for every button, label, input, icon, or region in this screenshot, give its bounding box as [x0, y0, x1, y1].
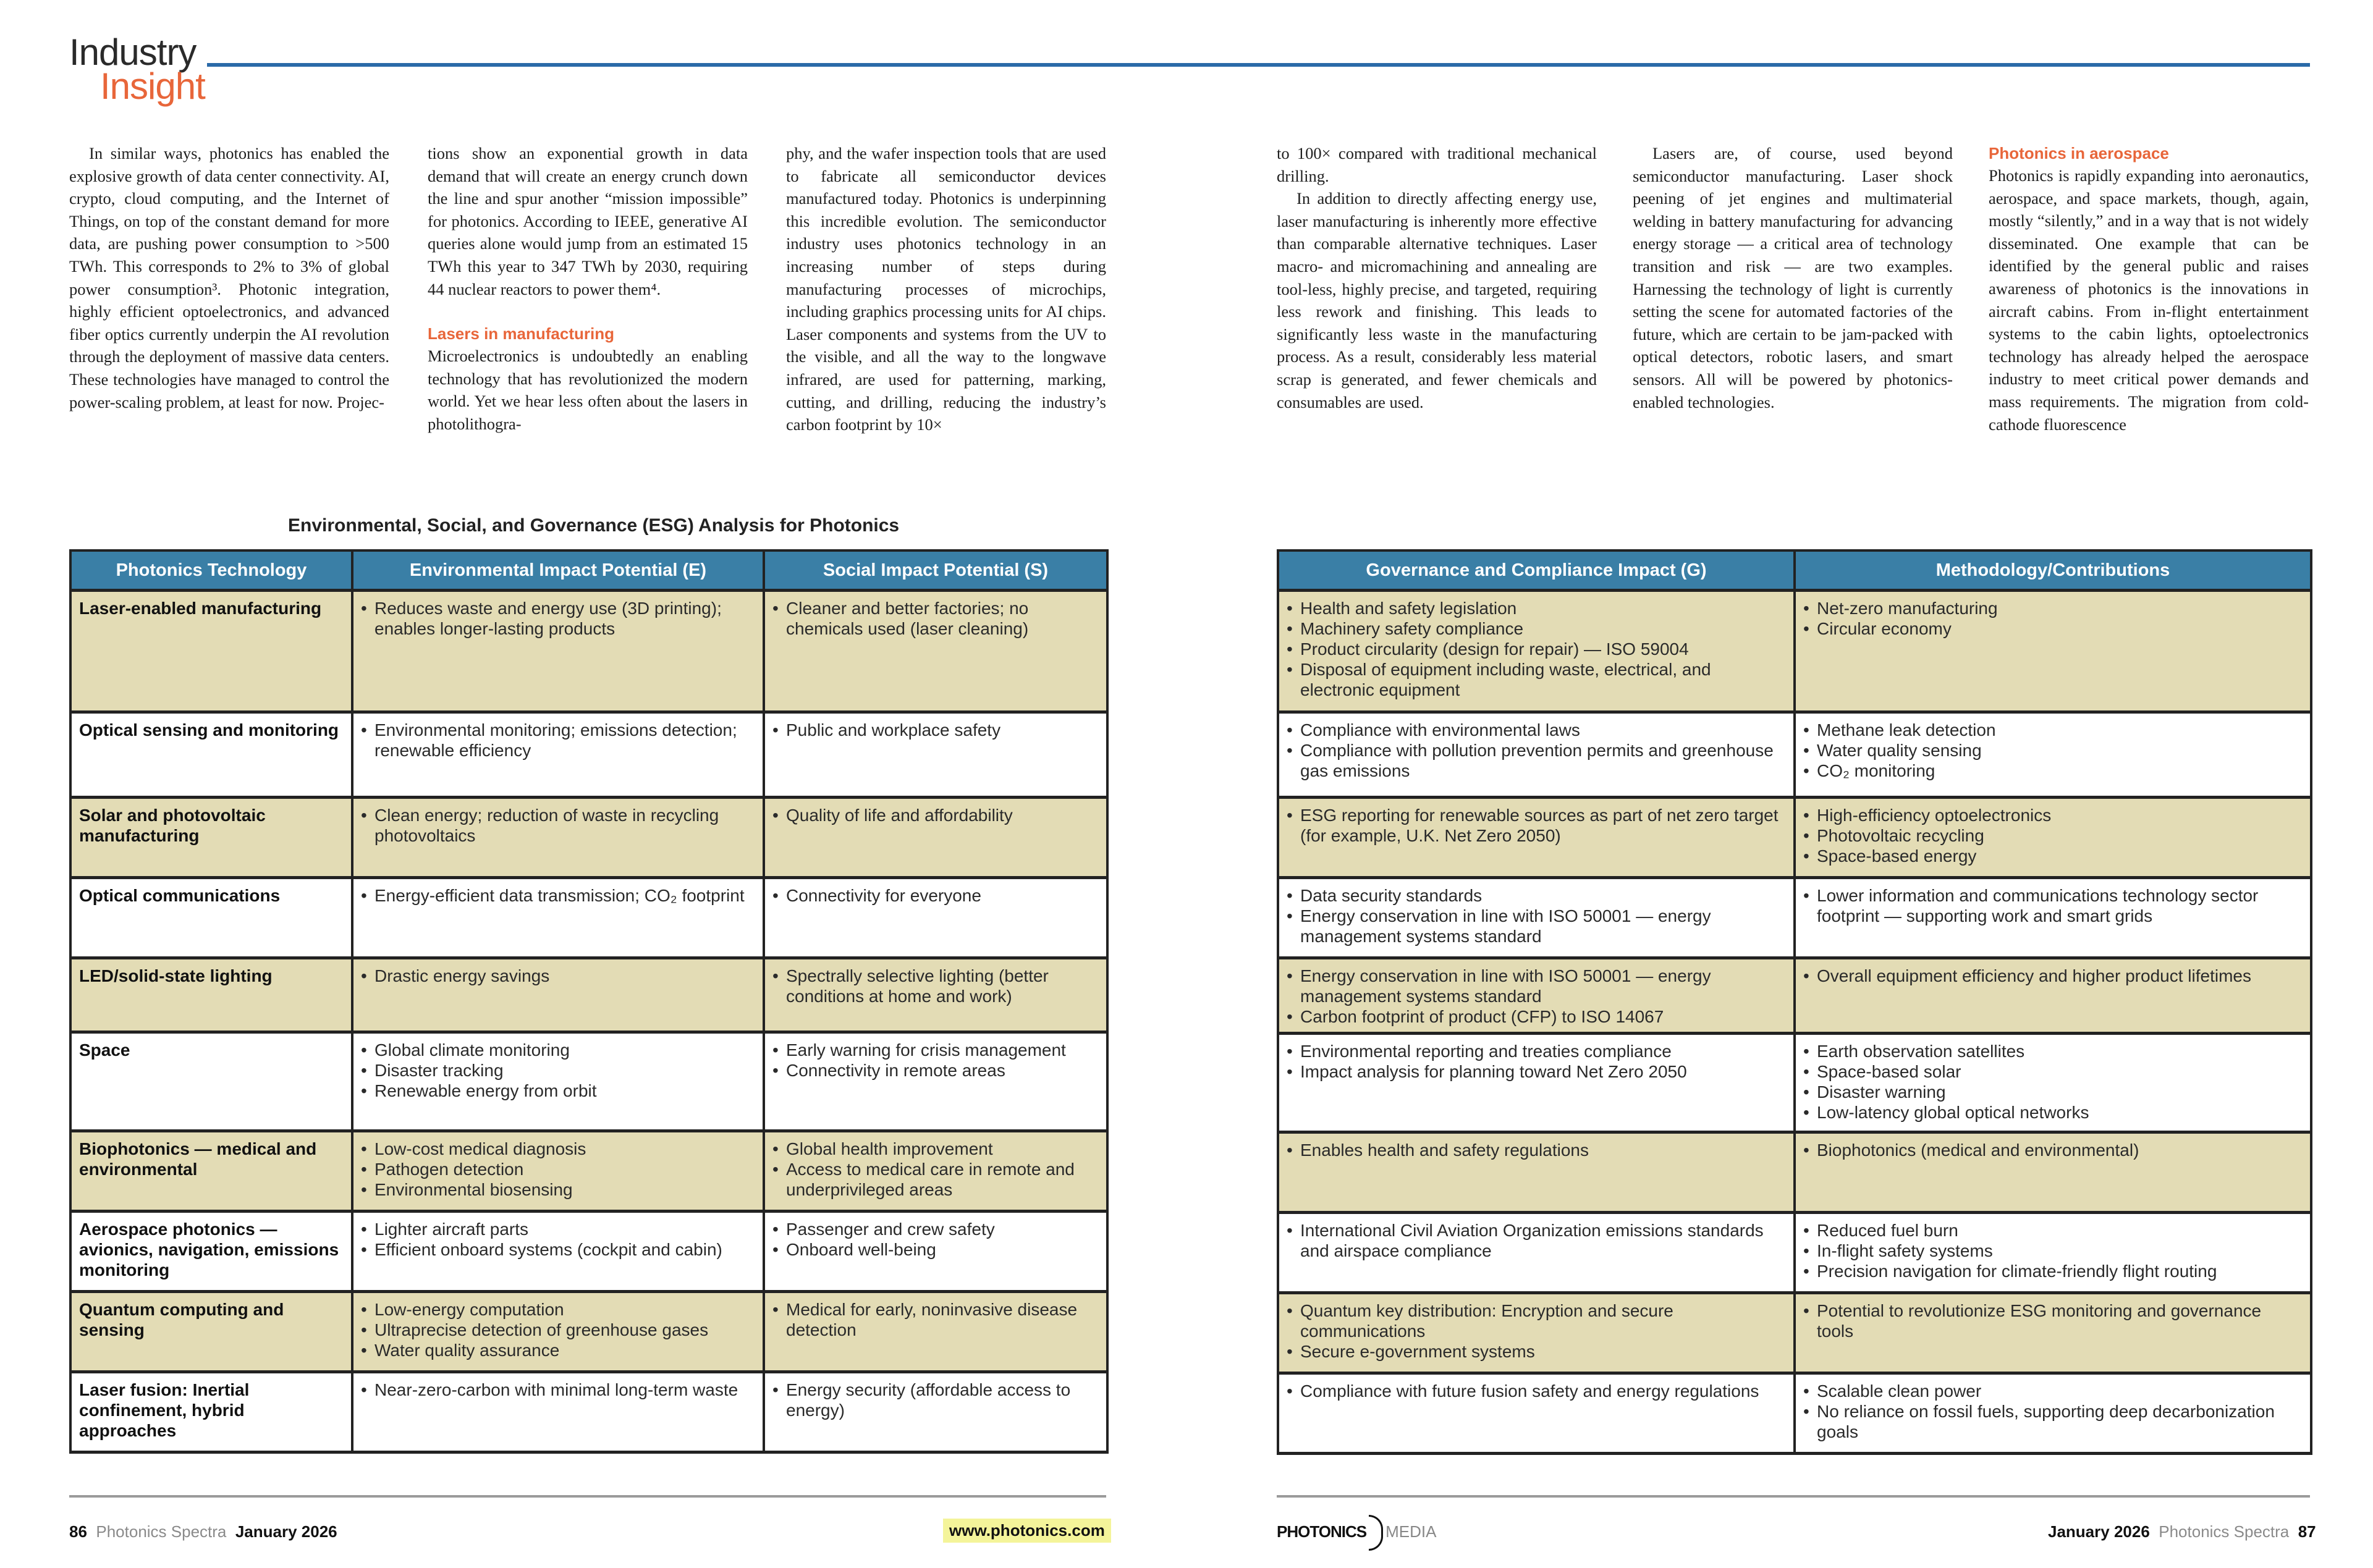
bullet-item: • Product circularity (design for repair) — ISO 59004	[1287, 639, 1786, 659]
text-column-5	[1633, 142, 1953, 413]
text-column-6	[1989, 142, 2309, 436]
esg-table-right	[1277, 549, 2312, 1455]
table-row	[1278, 1293, 2311, 1373]
bullet-item: • Energy conservation in line with ISO 50001 — energy management systems standard	[1287, 966, 1786, 1006]
environmental-cell	[352, 878, 764, 958]
page-number-left: 86	[69, 1522, 87, 1541]
text-column-2	[428, 142, 748, 436]
table-row	[70, 1212, 1107, 1292]
table-row	[70, 1131, 1107, 1212]
bullet-item: • Renewable energy from orbit	[361, 1081, 755, 1101]
environmental-cell	[352, 712, 764, 798]
technology-cell: LED/solid-state lighting	[70, 958, 352, 1032]
governance-cell	[1278, 1293, 1795, 1373]
bullet-item: • Ultraprecise detection of greenhouse gases	[361, 1320, 755, 1340]
magazine-name: Photonics Spectra	[96, 1522, 227, 1541]
bullet-item: • Impact analysis for planning toward Net Zero 2050	[1287, 1061, 1786, 1082]
table-row	[1278, 1132, 2311, 1213]
bullet-item: • Energy-efficient data transmission; CO₂ footprint	[361, 885, 755, 906]
bullet-item: • Scalable clean power	[1803, 1381, 2303, 1401]
table-row	[1278, 958, 2311, 1034]
bullet-item: • Low-cost medical diagnosis	[361, 1139, 755, 1159]
technology-cell: Quantum computing and sensing	[70, 1292, 352, 1372]
header-rule	[207, 63, 2310, 67]
technology-cell: Laser-enabled manufacturing	[70, 591, 352, 712]
table-row	[70, 798, 1107, 878]
bullet-item: • Enables health and safety regulations	[1287, 1140, 1786, 1160]
methodology-cell	[1795, 591, 2311, 712]
technology-cell: Aerospace photonics — avionics, navigation, emissions monitoring	[70, 1212, 352, 1292]
environmental-cell	[352, 958, 764, 1032]
table-row	[1278, 712, 2311, 798]
methodology-cell	[1795, 958, 2311, 1034]
logo-photonics: PHOTONICS	[1277, 1522, 1367, 1541]
governance-cell	[1278, 1373, 1795, 1454]
subheading-photonics-in-aerospace: Photonics in aerospace	[1989, 144, 2169, 162]
bullet-item: • Environmental biosensing	[361, 1179, 755, 1200]
methodology-cell	[1795, 798, 2311, 878]
methodology-cell	[1795, 878, 2311, 958]
bullet-item: • Lower information and communications technology sector footprint — supporting work and smart grids	[1803, 885, 2303, 926]
bullet-item: • Overall equipment efficiency and higher product lifetimes	[1803, 966, 2303, 986]
issue-date: January 2026	[2048, 1522, 2150, 1541]
logo-bracket-icon	[1369, 1515, 1383, 1551]
bullet-item: • CO₂ monitoring	[1803, 761, 2303, 781]
text-column-3	[786, 142, 1106, 436]
bullet-item: • Access to medical care in remote and underprivileged areas	[772, 1159, 1099, 1200]
bullet-item: • Onboard well-being	[772, 1239, 1099, 1260]
bullet-item: • Net-zero manufacturing	[1803, 598, 2303, 618]
photonics-media-logo	[1277, 1515, 1436, 1551]
bullet-item: • Low-latency global optical networks	[1803, 1102, 2303, 1123]
governance-cell	[1278, 591, 1795, 712]
technology-cell: Laser fusion: Inertial confinement, hybrid approaches	[70, 1372, 352, 1452]
footer-rule-left	[69, 1495, 1106, 1498]
bullet-item: • Energy security (affordable access to energy)	[772, 1380, 1099, 1420]
bullet-item: • Water quality sensing	[1803, 740, 2303, 761]
governance-cell	[1278, 958, 1795, 1034]
table-row	[1278, 1373, 2311, 1454]
bullet-item: • Potential to revolutionize ESG monitoring and governance tools	[1803, 1300, 2303, 1341]
table-row	[1278, 878, 2311, 958]
column-header: Governance and Compliance Impact (G)	[1278, 550, 1795, 591]
text-column-1	[69, 142, 389, 413]
esg-table-left	[69, 549, 1109, 1454]
methodology-cell	[1795, 712, 2311, 798]
bullet-item: • Space-based solar	[1803, 1061, 2303, 1082]
paragraph: In addition to directly affecting energy use, laser manufacturing is inherently more effective than comparable alternative techniques. Laser macro- and micromachining and annealing are tool-less, highly precise, and targeted, requiring less rework and finishing. This leads to significantly less waste in the manufacturing process. As a result, considerably less material scrap is generated, and fewer chemicals and consumables are used.	[1277, 189, 1597, 411]
logo-media: MEDIA	[1385, 1522, 1437, 1541]
bullet-item: • Medical for early, noninvasive disease detection	[772, 1299, 1099, 1340]
paragraph: Microelectronics is undoubtedly an enabling technology that has revolutionized the modern world. Yet we hear less often about the lasers in photolithogra-	[428, 347, 748, 433]
bullet-item: • Compliance with future fusion safety and energy regulations	[1287, 1381, 1786, 1401]
governance-cell	[1278, 1034, 1795, 1132]
bullet-item: • No reliance on fossil fuels, supporting deep decarbonization goals	[1803, 1401, 2303, 1442]
bullet-item: • Lighter aircraft parts	[361, 1219, 755, 1239]
table-row	[70, 1372, 1107, 1452]
bullet-item: • High-efficiency optoelectronics	[1803, 805, 2303, 825]
bullet-item: • Passenger and crew safety	[772, 1219, 1099, 1239]
issue-date: January 2026	[235, 1522, 337, 1541]
bullet-item: • Circular economy	[1803, 618, 2303, 639]
bullet-item: • Near-zero-carbon with minimal long-term waste	[361, 1380, 755, 1400]
website-link[interactable]: www.photonics.com	[943, 1519, 1111, 1543]
paragraph: to 100× compared with traditional mechanical drilling.	[1277, 144, 1597, 185]
environmental-cell	[352, 798, 764, 878]
bullet-item: • Public and workplace safety	[772, 720, 1099, 740]
table-row	[70, 878, 1107, 958]
environmental-cell	[352, 1212, 764, 1292]
bullet-item: • Disposal of equipment including waste, electrical, and electronic equipment	[1287, 659, 1786, 700]
bullet-item: • In-flight safety systems	[1803, 1241, 2303, 1261]
methodology-cell	[1795, 1293, 2311, 1373]
environmental-cell	[352, 1372, 764, 1452]
bullet-item: • Machinery safety compliance	[1287, 618, 1786, 639]
footer-right	[2048, 1522, 2316, 1541]
methodology-cell	[1795, 1373, 2311, 1454]
social-cell	[764, 1292, 1107, 1372]
text-column-4	[1277, 142, 1597, 413]
bullet-item: • Energy conservation in line with ISO 50001 — energy management systems standard	[1287, 906, 1786, 946]
column-header: Environmental Impact Potential (E)	[352, 550, 764, 591]
bullet-item: • Secure e-government systems	[1287, 1341, 1786, 1362]
technology-cell: Optical communications	[70, 878, 352, 958]
bullet-item: • Precision navigation for climate-friendly flight routing	[1803, 1261, 2303, 1281]
governance-cell	[1278, 878, 1795, 958]
table-row	[1278, 1213, 2311, 1293]
environmental-cell	[352, 1292, 764, 1372]
methodology-cell	[1795, 1132, 2311, 1213]
governance-cell	[1278, 1213, 1795, 1293]
bullet-item: • Compliance with pollution prevention permits and greenhouse gas emissions	[1287, 740, 1786, 781]
paragraph: In similar ways, photonics has enabled the explosive growth of data center connectivity. AI, crypto, cloud computing, and the Internet of Things, on top of the constant demand for more data, are pushing power consumption to >500 TWh. This corresponds to 2% to 3% of global power consumption³. Photonic integration, highly efficient optoelectronics, and advanced fiber optics currently underpin the AI revolution through the deployment of massive data centers. These technologies have managed to control the power-scaling problem, at least for now. Projec-	[69, 144, 389, 411]
table-row	[1278, 591, 2311, 712]
table-row	[70, 1032, 1107, 1131]
bullet-item: • Reduced fuel burn	[1803, 1220, 2303, 1241]
page-number-right: 87	[2298, 1522, 2316, 1541]
bullet-item: • Disaster tracking	[361, 1060, 755, 1081]
table-row	[70, 1292, 1107, 1372]
governance-cell	[1278, 1132, 1795, 1213]
social-cell	[764, 1131, 1107, 1212]
social-cell	[764, 712, 1107, 798]
bullet-item: • Efficient onboard systems (cockpit and cabin)	[361, 1239, 755, 1260]
paragraph: Lasers are, of course, used beyond semiconductor manufacturing. Laser shock peening of jet engines and multimaterial welding in battery manufacturing for advancing energy storage — a critical area of technology transition and risk — are two examples. Harnessing the technology of light is currently setting the scene for automated factories of the future, which are certain to be jam-packed with optical detectors, robotic lasers, and smart sensors. All will be powered by photonics-enabled technologies.	[1633, 144, 1953, 411]
bullet-item: • Connectivity for everyone	[772, 885, 1099, 906]
bullet-item: • Pathogen detection	[361, 1159, 755, 1179]
table-title: Environmental, Social, and Governance (ESG) Analysis for Photonics	[288, 515, 900, 536]
environmental-cell	[352, 1032, 764, 1131]
bullet-item: • Quantum key distribution: Encryption and secure communications	[1287, 1300, 1786, 1341]
social-cell	[764, 591, 1107, 712]
bullet-item: • Carbon footprint of product (CFP) to ISO 14067	[1287, 1006, 1786, 1027]
environmental-cell	[352, 591, 764, 712]
bullet-item: • ESG reporting for renewable sources as part of net zero target (for example, U.K. Net Zero 2050)	[1287, 805, 1786, 846]
technology-cell: Solar and photovoltaic manufacturing	[70, 798, 352, 878]
bullet-item: • Spectrally selective lighting (better conditions at home and work)	[772, 966, 1099, 1006]
table-header-row	[70, 550, 1107, 591]
bullet-item: • Biophotonics (medical and environmental)	[1803, 1140, 2303, 1160]
subheading-lasers-in-manufacturing: Lasers in manufacturing	[428, 324, 614, 344]
bullet-item: • Earth observation satellites	[1803, 1041, 2303, 1061]
technology-cell: Biophotonics — medical and environmental	[70, 1131, 352, 1212]
footer-left	[69, 1522, 337, 1541]
column-header: Methodology/Contributions	[1795, 550, 2311, 591]
bullet-item: • Cleaner and better factories; no chemicals used (laser cleaning)	[772, 598, 1099, 639]
bullet-item: • Data security standards	[1287, 885, 1786, 906]
bullet-item: • Water quality assurance	[361, 1340, 755, 1360]
social-cell	[764, 958, 1107, 1032]
bullet-item: • Quality of life and affordability	[772, 805, 1099, 825]
governance-cell	[1278, 712, 1795, 798]
bullet-item: • Space-based energy	[1803, 846, 2303, 866]
paragraph: Photonics is rapidly expanding into aeronautics, aerospace, and space markets, though, again, mostly “silently,” and in a way that is not widely disseminated. One example that can be identified by the general public and raises awareness of photonics is the innovations in aircraft cabins. From in-flight entertainment systems to the cabin lights, optoelectronics technology has already helped the aerospace industry to meet critical power demands and mass requirements. The migration from cold-cathode fluorescence	[1989, 166, 2309, 434]
bullet-item: • Global health improvement	[772, 1139, 1099, 1159]
social-cell	[764, 798, 1107, 878]
technology-cell: Optical sensing and monitoring	[70, 712, 352, 798]
bullet-item: • Environmental reporting and treaties compliance	[1287, 1041, 1786, 1061]
table-row	[1278, 798, 2311, 878]
table-row	[70, 712, 1107, 798]
bullet-item: • Health and safety legislation	[1287, 598, 1786, 618]
bullet-item: • Methane leak detection	[1803, 720, 2303, 740]
bullet-item: • Compliance with environmental laws	[1287, 720, 1786, 740]
bullet-item: • Disaster warning	[1803, 1082, 2303, 1102]
social-cell	[764, 1212, 1107, 1292]
section-header-insight: Insight	[100, 65, 205, 107]
environmental-cell	[352, 1131, 764, 1212]
governance-cell	[1278, 798, 1795, 878]
bullet-item: • Reduces waste and energy use (3D printing); enables longer-lasting products	[361, 598, 755, 639]
section-header-industry: Industry	[69, 32, 197, 73]
social-cell	[764, 1372, 1107, 1452]
bullet-item: • Low-energy computation	[361, 1299, 755, 1320]
table-row	[70, 591, 1107, 712]
paragraph: phy, and the wafer inspection tools that are used to fabricate all semiconductor devices manufactured today. Photonics is underpinning this incredible evolution. The semiconductor industry uses photonics technology in an increasing number of steps during manufacturing processes of microchips, including graphics processing units for AI chips. Laser components and systems from the UV to the visible, and all the way to the longwave infrared, are used for patterning, marking, cutting, and drilling, reducing the industry’s carbon footprint by 10×	[786, 144, 1106, 434]
methodology-cell	[1795, 1034, 2311, 1132]
social-cell	[764, 878, 1107, 958]
table-row	[1278, 1034, 2311, 1132]
social-cell	[764, 1032, 1107, 1131]
bullet-item: • International Civil Aviation Organization emissions standards and airspace compliance	[1287, 1220, 1786, 1261]
paragraph: tions show an exponential growth in data demand that will create an energy crunch down the line and spur another “mission impossible” for photonics. According to IEEE, generative AI queries alone would jump from an estimated 15 TWh this year to 347 TWh by 2030, requiring 44 nuclear reactors to power them⁴.	[428, 144, 748, 298]
bullet-item: • Connectivity in remote areas	[772, 1060, 1099, 1081]
column-header: Social Impact Potential (S)	[764, 550, 1107, 591]
footer-rule-right	[1277, 1495, 2310, 1498]
magazine-name: Photonics Spectra	[2159, 1522, 2290, 1541]
bullet-item: • Drastic energy savings	[361, 966, 755, 986]
technology-cell: Space	[70, 1032, 352, 1131]
bullet-item: • Global climate monitoring	[361, 1040, 755, 1060]
column-header: Photonics Technology	[70, 550, 352, 591]
bullet-item: • Environmental monitoring; emissions detection; renewable efficiency	[361, 720, 755, 761]
methodology-cell	[1795, 1213, 2311, 1293]
table-row	[70, 958, 1107, 1032]
table-header-row	[1278, 550, 2311, 591]
bullet-item: • Clean energy; reduction of waste in recycling photovoltaics	[361, 805, 755, 846]
bullet-item: • Early warning for crisis management	[772, 1040, 1099, 1060]
bullet-item: • Photovoltaic recycling	[1803, 825, 2303, 846]
